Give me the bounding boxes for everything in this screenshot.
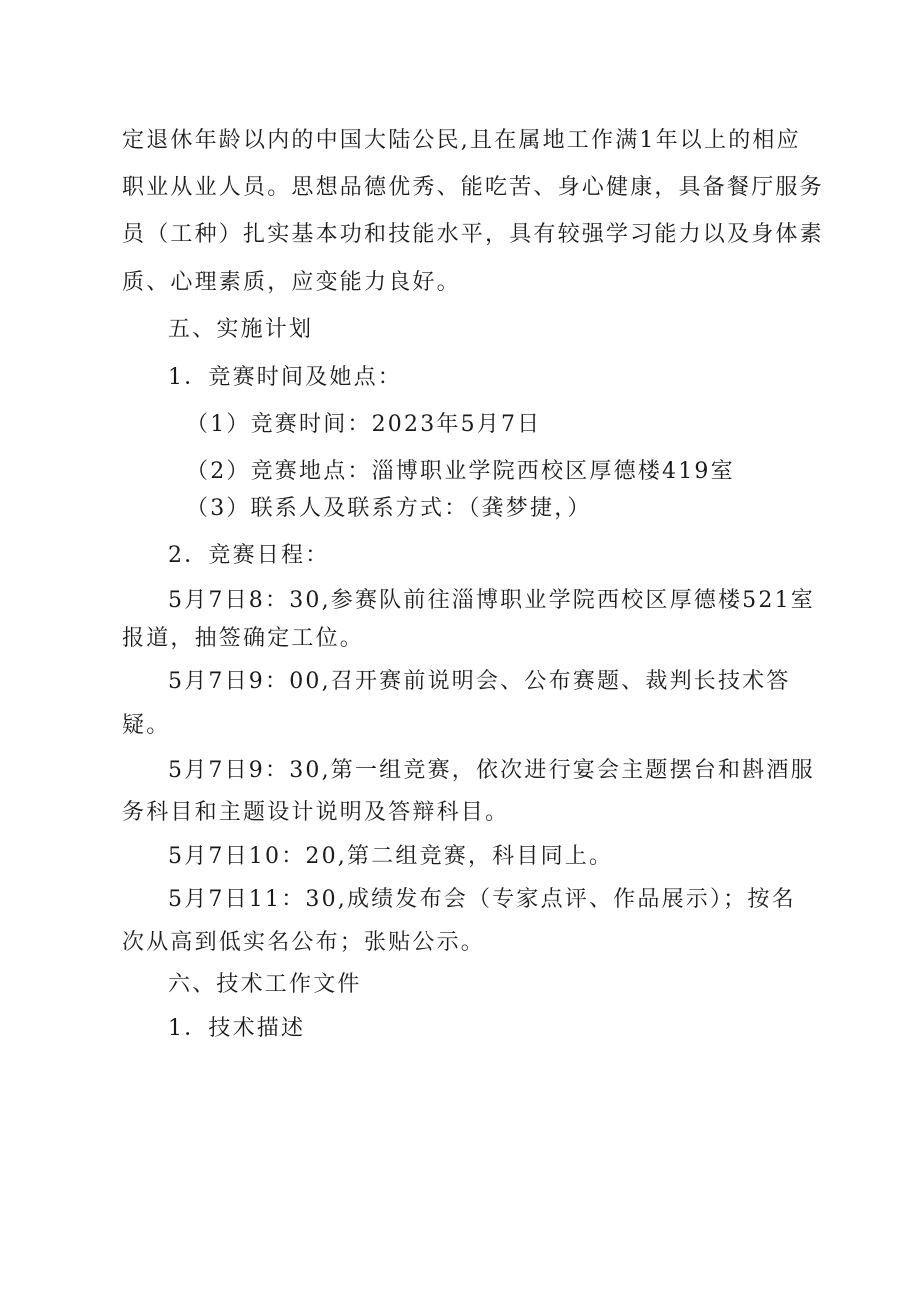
- schedule-item: 5月7日11：30,成绩发布会（专家点评、作品展示）；按名: [168, 887, 796, 912]
- section-heading: 五、实施计划: [168, 317, 314, 342]
- body-text-line: 疑。: [122, 713, 171, 738]
- body-text-line: 员（工种）扎实基本功和技能水平，具有较强学习能力以及身体素: [122, 222, 824, 247]
- body-text-line: 报道，抽签确定工位。: [122, 626, 365, 651]
- subsection-heading: 1．技术描述: [168, 1016, 306, 1041]
- schedule-item: 5月7日8：30,参赛队前往淄博职业学院西校区厚德楼521室: [168, 588, 815, 613]
- body-text-line: 质、心理素质，应变能力良好。: [122, 270, 461, 295]
- schedule-item: 5月7日9：30,第一组竞赛，依次进行宴会主题摆台和斟酒服: [168, 758, 815, 783]
- section-heading: 六、技术工作文件: [168, 972, 362, 997]
- body-text-line: 定退休年龄以内的中国大陆公民,且在属地工作满1年以上的相应: [122, 128, 801, 153]
- schedule-item: 5月7日9：00,召开赛前说明会、公布赛题、裁判长技术答: [168, 669, 791, 694]
- list-item: （1）竞赛时间：2023年5月7日: [186, 412, 542, 437]
- list-item: （2）竞赛地点：淄博职业学院西校区厚德楼419室: [186, 459, 735, 484]
- subsection-heading: 1．竞赛时间及她点：: [168, 365, 402, 390]
- body-text-line: 次从高到低实名公布；张贴公示。: [122, 930, 486, 955]
- body-text-line: 务科目和主题设计说明及答辩科目。: [122, 800, 510, 825]
- body-text-line: 职业从业人员。思想品德优秀、能吃苦、身心健康，具备餐厅服务: [122, 175, 824, 200]
- schedule-item: 5月7日10：20,第二组竞赛，科目同上。: [168, 844, 614, 869]
- subsection-heading: 2．竞赛日程：: [168, 543, 330, 568]
- list-item: （3）联系人及联系方式：（龚梦捷，）: [186, 496, 592, 521]
